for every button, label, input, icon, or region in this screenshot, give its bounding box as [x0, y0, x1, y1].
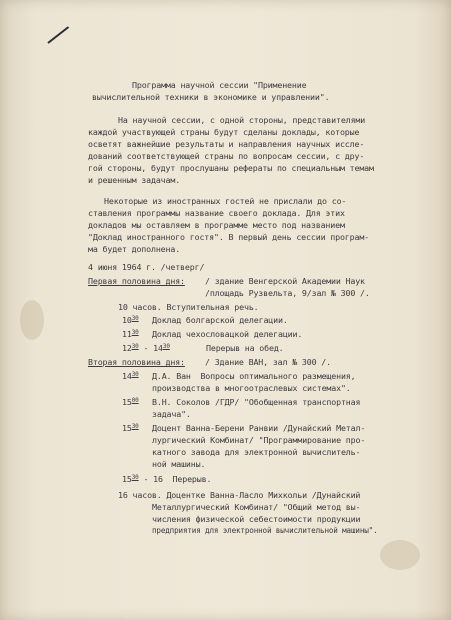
- paper-stain: [20, 300, 44, 340]
- venue: / Здание ВАН, зал № 300 /.: [205, 357, 331, 367]
- schedule-text: производства в многоотраслевых системах".: [152, 383, 351, 393]
- pen-mark: [47, 26, 69, 44]
- paragraph-line: ставления программы название своего доклада. Для этих: [88, 208, 345, 218]
- schedule-text: Доклад чехословацкой делегации.: [152, 329, 303, 339]
- venue: /площадь Рузвельта, 9/зал № 300 /.: [205, 288, 370, 298]
- schedule-text: 16 часов. Доцентке Ванна-Ласло Михкольи /Дунайский: [118, 490, 361, 500]
- time: 14: [122, 371, 132, 381]
- schedule-item: [122, 343, 170, 355]
- schedule-text: Доцент Ванна-Берени Ранвии /Дунайский Метал-: [152, 423, 366, 433]
- schedule-text: Доклад болгарской делегации.: [152, 315, 288, 325]
- venue: / здание Венгерской Академии Наук: [205, 276, 365, 286]
- schedule-text: В.Н. Соколов /ГДР/ "Обобщенная транспортная: [152, 397, 361, 407]
- schedule-text: Д.А. Ван Вопросы оптимального размещения,: [152, 371, 356, 381]
- schedule-item: [122, 423, 139, 435]
- time: 15: [122, 397, 132, 407]
- paragraph-line: докладов мы оставляем в программе место под названием: [88, 220, 345, 230]
- paragraph-line: осветят важнейшие результаты и направления научных иссле-: [88, 139, 365, 149]
- time-separator: - 14: [138, 343, 163, 353]
- program-title: вычислительной техники в экономике и управлении".: [92, 92, 330, 102]
- session-date: 4 июня 1964 г. /четверг/: [88, 262, 205, 272]
- paragraph-line: "Доклад иностранного гостя". В первый день сессии програм-: [88, 232, 370, 242]
- time-minutes: 30: [131, 329, 139, 336]
- schedule-text: - 16 Перерыв.: [138, 474, 212, 484]
- paragraph-line: дований соответствующей страны по вопросам сессии, с дру-: [88, 151, 365, 161]
- time-minutes: 30: [131, 371, 139, 378]
- schedule-item: [122, 371, 139, 383]
- day-half-heading: Первая половина дня:: [88, 276, 185, 286]
- time-minutes: 30: [131, 474, 139, 481]
- program-title: Программа научной сессии "Применение: [132, 80, 307, 90]
- schedule-item: [122, 329, 139, 341]
- time-minutes: 00: [131, 397, 139, 404]
- schedule-item: [122, 397, 139, 409]
- time: 12: [122, 343, 132, 353]
- time: 10: [122, 315, 132, 325]
- schedule-text: предприятия для электронной вычислительной машины".: [152, 526, 378, 535]
- time-minutes: 30: [162, 343, 170, 350]
- time: 11: [122, 329, 132, 339]
- day-half-heading: Вторая половина дня:: [88, 357, 185, 367]
- paragraph-line: На научной сессии, с одной стороны, представителями: [118, 115, 366, 125]
- time-minutes: 30: [131, 315, 139, 322]
- paper-stain: [380, 540, 420, 570]
- schedule-text: катного завода для электронной вычислитель-: [152, 447, 361, 457]
- time: 15: [122, 474, 132, 484]
- schedule-item: [122, 315, 139, 327]
- paragraph-line: каждой участвующей страны будут сделаны доклады, которые: [88, 127, 360, 137]
- schedule-text: задача".: [152, 409, 191, 419]
- schedule-text: Перерыв на обед.: [206, 343, 284, 353]
- schedule-text: ной машины.: [152, 459, 206, 469]
- schedule-text: числения физической себестоимости продукции: [152, 514, 361, 524]
- paragraph-line: и решенным задачам.: [88, 175, 181, 185]
- time: 15: [122, 423, 132, 433]
- schedule-text: Металлургический Комбинат/ "Общий метод вы-: [152, 502, 361, 512]
- schedule-item: 10 часов. Вступительная речь.: [118, 302, 259, 312]
- paragraph-line: гой стороны, будут прослушаны рефераты по специальным темам: [88, 163, 374, 173]
- time-minutes: 30: [131, 343, 139, 350]
- schedule-text: лургический Комбинат/ "Программирование про-: [152, 435, 366, 445]
- paragraph-line: ма будет дополнена.: [88, 244, 181, 254]
- paragraph-line: Некоторые из иностранных гостей не прислали до со-: [104, 196, 347, 206]
- schedule-item: [122, 474, 211, 486]
- time-minutes: 30: [131, 423, 139, 430]
